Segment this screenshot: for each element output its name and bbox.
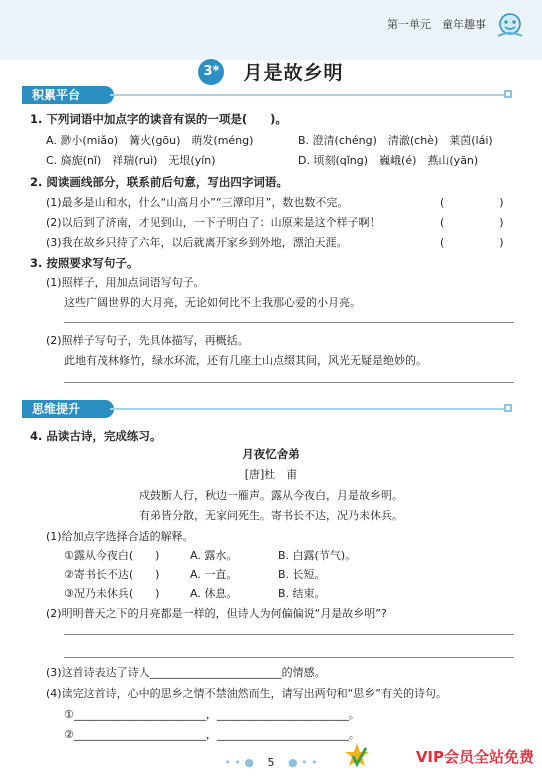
question-2-answer-2[interactable]: ( ) bbox=[440, 216, 504, 229]
choice-2-option-a: A. 一直。 bbox=[190, 568, 238, 581]
question-4-part-3[interactable]: (3)这首诗表达了诗人________________________的情感。 bbox=[46, 666, 326, 679]
poem-line-2: 有弟皆分散，无家问死生。寄书长不达，况乃未休兵。 bbox=[139, 509, 403, 522]
question-3-example-2: 此地有茂林修竹，绿水环流，还有几座土山点缀其间，风光无疑是绝妙的。 bbox=[64, 354, 427, 367]
unit-label: 第一单元 童年趣事 bbox=[387, 18, 486, 31]
question-2-sentence-2: (2)以后到了济南，才见到山，一下子明白了：山原来是这个样子啊！ bbox=[46, 216, 381, 229]
question-4-part-1: (1)给加点字选择合适的解释。 bbox=[46, 530, 194, 543]
poem-title: 月夜忆舍弟 bbox=[242, 447, 300, 461]
question-2-stem: 2. 阅读画线部分，联系前后句意，写出四字词语。 bbox=[30, 175, 288, 189]
section-header-accumulate bbox=[22, 86, 512, 104]
section-header-thinking bbox=[22, 400, 512, 418]
question-3-part-2: (2)照样子写句子，先具体描写，再概括。 bbox=[46, 334, 249, 347]
lesson-title bbox=[0, 58, 542, 85]
question-3-example-1: 这些广阔世界的大月亮，无论如何比不上我那心爱的小月亮。 bbox=[64, 296, 361, 309]
section-divider bbox=[110, 408, 504, 410]
poem-fill-1[interactable]: ①________________________，________________________。 bbox=[64, 708, 360, 721]
question-3-part-1: (1)照样子，用加点词语写句子。 bbox=[46, 276, 205, 289]
lesson-number-badge: 3* bbox=[198, 59, 224, 85]
question-3-stem: 3. 按照要求写句子。 bbox=[30, 256, 139, 270]
choice-2-option-b: B. 长短。 bbox=[278, 568, 326, 581]
question-2-sentence-3: (3)我在故乡只待了六年，以后就离开家乡到外地，漂泊天涯。 bbox=[46, 236, 348, 249]
question-1-option-b: B. 澄清(chéng) 清澈(chè) 莱茵(lái) bbox=[298, 134, 493, 147]
vip-watermark: VIP会员全站免费 bbox=[415, 748, 534, 766]
question-4-part-2: (2)明明普天之下的月亮都是一样的，但诗人为何偏偏说“月是故乡明”? bbox=[46, 607, 387, 620]
answer-line[interactable] bbox=[64, 322, 514, 323]
choice-1-prompt[interactable]: ①露从今夜白( ) bbox=[64, 549, 160, 562]
question-2-sentence-1: (1)最多是山和水，什么“山高月小”“三潭印月”，数也数不完。 bbox=[46, 196, 349, 209]
mascot-icon bbox=[494, 10, 526, 40]
poem-line-1: 戍鼓断人行，秋边一雁声。露从今夜白，月是故乡明。 bbox=[139, 489, 403, 502]
question-1-option-a: A. 渺小(miǎo) 篝火(gōu) 萌发(méng) bbox=[46, 134, 254, 147]
section-divider bbox=[110, 94, 504, 96]
poem-fill-2[interactable]: ②________________________，________________________。 bbox=[64, 728, 360, 741]
footer-dots-left-icon: • • ● bbox=[224, 756, 254, 769]
choice-3-option-a: A. 休息。 bbox=[190, 587, 238, 600]
choice-3-prompt[interactable]: ③况乃未休兵( ) bbox=[64, 587, 160, 600]
page-number: 5 bbox=[267, 756, 275, 769]
section-label: 积累平台 bbox=[22, 86, 114, 104]
answer-line[interactable] bbox=[64, 382, 514, 383]
section-label: 思维提升 bbox=[22, 400, 114, 418]
choice-2-prompt[interactable]: ②寄书长不达( ) bbox=[64, 568, 160, 581]
question-1-option-c: C. 旖旎(nǐ) 祥瑞(ruì) 无垠(yín) bbox=[46, 154, 216, 167]
answer-line[interactable] bbox=[64, 634, 514, 635]
lesson-title-text: 月是故乡明 bbox=[243, 62, 344, 84]
choice-1-option-b: B. 白露(节气)。 bbox=[278, 549, 357, 562]
question-4-stem: 4. 品读古诗，完成练习。 bbox=[30, 429, 162, 443]
question-1-stem: 1. 下列词语中加点字的读音有误的一项是( )。 bbox=[30, 112, 287, 126]
answer-line[interactable] bbox=[64, 657, 514, 658]
question-4-part-4: (4)读完这首诗，心中的思乡之情不禁油然而生，请写出两句和“思乡”有关的诗句。 bbox=[46, 687, 447, 700]
section-square-icon bbox=[504, 404, 512, 412]
question-2-answer-3[interactable]: ( ) bbox=[440, 236, 504, 249]
question-1-option-d: D. 顷刻(qǐng) 巍峨(é) 燕山(yān) bbox=[298, 154, 479, 167]
question-2-answer-1[interactable]: ( ) bbox=[440, 196, 504, 209]
choice-3-option-b: B. 结束。 bbox=[278, 587, 326, 600]
section-square-icon bbox=[504, 90, 512, 98]
footer-dots-right-icon: ● • • bbox=[288, 756, 318, 769]
star-logo-icon bbox=[344, 742, 370, 768]
poem-author: [唐]杜 甫 bbox=[244, 468, 298, 481]
choice-1-option-a: A. 露水。 bbox=[190, 549, 238, 562]
